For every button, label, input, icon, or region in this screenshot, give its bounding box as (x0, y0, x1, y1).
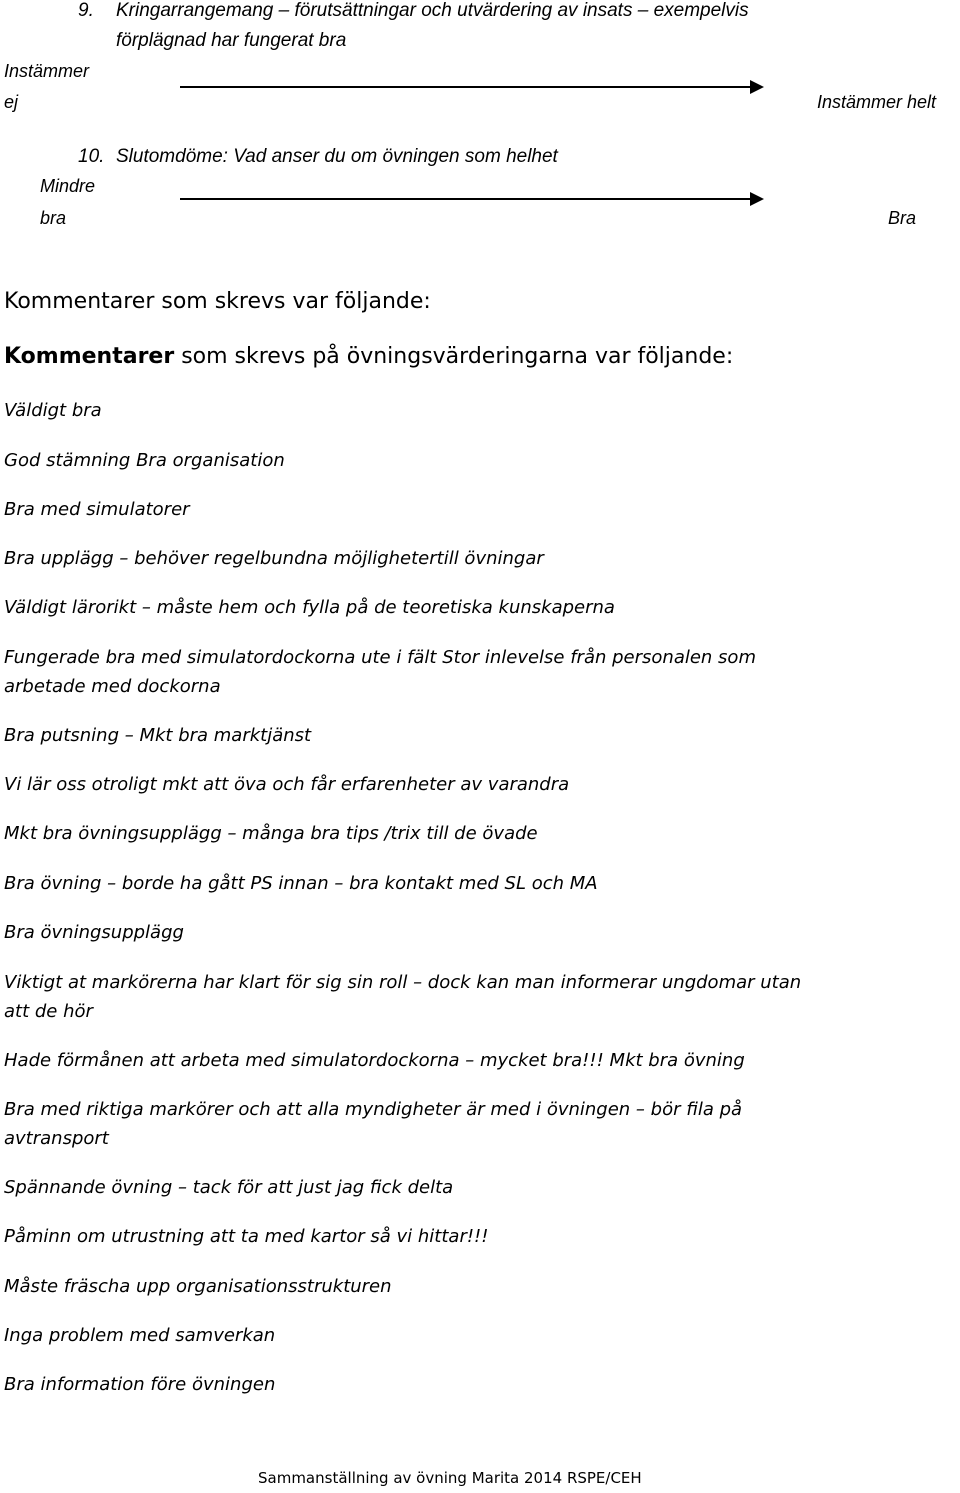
q9-text-line2: förplägnad har fungerat bra (116, 30, 347, 51)
comment-item (4, 968, 801, 1026)
comment-line: Spännande övning – tack för att just jag fick delta (4, 1177, 454, 1198)
comment-line: Bra övningsupplägg (4, 922, 184, 943)
comment-item (4, 869, 598, 898)
comment-line: Bra övning – borde ha gått PS innan – bra kontakt med SL och MA (4, 873, 598, 894)
comment-line: Bra putsning – Mkt bra marktjänst (4, 725, 312, 746)
comment-line: Väldigt lärorikt – måste hem och fylla på de teoretiska kunskaperna (4, 597, 615, 618)
comments-heading: Kommentarer som skrevs var följande: (4, 289, 431, 314)
comment-line: Inga problem med samverkan (4, 1325, 276, 1346)
comment-line: Påminn om utrustning att ta med kartor så vi hittar!!! (4, 1226, 489, 1247)
comment-item (4, 819, 538, 848)
comment-item (4, 1173, 453, 1202)
comment-item (4, 1370, 275, 1399)
comment-line: arbetade med dockorna (4, 676, 221, 697)
comment-line: att de hör (4, 1001, 93, 1022)
comment-item (4, 1321, 275, 1350)
comment-line: Väldigt bra (4, 400, 102, 421)
q10-scale-arrow (180, 198, 750, 200)
comment-item (4, 918, 184, 947)
comments-subheading-rest: som skrevs på övningsvärderingarna var följande: (174, 344, 734, 369)
q9-number: 9. (78, 0, 94, 21)
comment-item (4, 1095, 742, 1153)
q9-scale-arrow (180, 86, 750, 88)
comment-line: Hade förmånen att arbeta med simulatordockorna – mycket bra!!! Mkt bra övning (4, 1050, 745, 1071)
comment-line: Måste fräscha upp organisationsstrukturen (4, 1276, 392, 1297)
comment-item (4, 1046, 745, 1075)
comment-line: God stämning Bra organisation (4, 450, 285, 471)
comment-line: Bra upplägg – behöver regelbundna möjlighetertill övningar (4, 548, 544, 569)
q9-scale-right: Instämmer helt (817, 92, 937, 112)
q9-text-line1: Kringarrangemang – förutsättningar och utvärdering av insats – exempelvis (116, 0, 749, 21)
comment-line: avtransport (4, 1128, 109, 1149)
q10-scale-left-line2: bra (40, 208, 67, 228)
q9-scale-left-line1: Instämmer (4, 61, 90, 81)
comment-item (4, 593, 615, 622)
comments-subheading-bold: Kommentarer (4, 344, 175, 369)
comment-line: Fungerade bra med simulatordockorna ute i fält Stor inlevelse från personalen som (4, 647, 756, 668)
comment-line: Bra information före övningen (4, 1374, 276, 1395)
comment-item (4, 446, 285, 475)
q10-text: Slutomdöme: Vad anser du om övningen som helhet (116, 146, 558, 167)
comment-item (4, 721, 311, 750)
q9-scale-left-line2: ej (4, 92, 19, 112)
comment-line: Viktigt at markörerna har klart för sig sin roll – dock kan man informerar ungdomar utan (4, 972, 802, 993)
comment-item (4, 643, 756, 701)
comment-line: Bra med simulatorer (4, 499, 190, 520)
comment-item (4, 1272, 392, 1301)
comment-line: Vi lär oss otroligt mkt att öva och får erfarenheter av varandra (4, 774, 570, 795)
page-footer: Sammanställning av övning Marita 2014 RSPE/CEH (258, 1469, 642, 1487)
q10-scale-left-line1: Mindre (40, 176, 96, 196)
comment-line: Mkt bra övningsupplägg – många bra tips /trix till de övade (4, 823, 538, 844)
comment-item (4, 396, 102, 425)
comment-line: Bra med riktiga markörer och att alla myndigheter är med i övningen – bör fila på (4, 1099, 743, 1120)
comments-subheading (4, 344, 733, 369)
q10-number: 10. (78, 146, 105, 167)
comment-item (4, 770, 569, 799)
comment-item (4, 495, 190, 524)
comment-item (4, 544, 544, 573)
comment-item (4, 1222, 489, 1251)
q10-scale-right: Bra (888, 208, 917, 228)
